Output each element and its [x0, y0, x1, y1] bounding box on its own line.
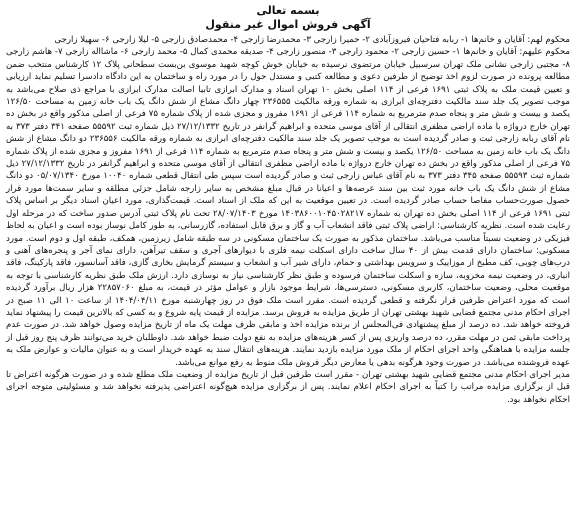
paragraph-defendants: محکوم علیهم: آقایان و خانم‌ها ۱- حسین زارجی ۲- محمود زارجی ۳- منصور زارجی ۴- صدیقه محمدی کمال ۵- محمد زارجی ۶- ماشااله زارجی ۷- هاشم زارجی ۸- مجتبی زارجی نشانی ملک تهران سرسبیل خیابان مرتضوی نرسیده به خیابان خوش کوچه شهید موسوی بن‌بست سطحانی پلاک ۱۲ کارشناس منتخب ضمن مطالعه پرونده در صورت لزوم اخذ توضیح از طرفین دعوی و مطالعه کتبی و مستدل حول را در مورد راه و ساختمان به این دادگاه دادسرا تسلیم نماید ارزیابی و تعیین قیمت ملک به پلاک ثبتی ۱۶۹۱ فرعی از ۱۱۴ اصلی بخش ۱۰ تهران اسناد و مدارک ابرازی تابیا اصالت مدارک ابرازی با مراجع ذی صلاح می‌باشد به موجب تصویر یک جلد سند مالکیت دفترچه‌ای ابرازی به شماره ورقه مالکیت ۲۳۶۵۵۵ چهار دانگ مشاع از شش دانگ یک باب خانه زمین به مساحت ۱۲۶/۵۰ یکصد و بیست و شش متر و پنجاه صدم مترمربع به شماره ۱۱۴ فرعی از ۱۶۹۱ مفروز و مجزی شده از پلاک شماره ۷۵ فرعی از اصلی مذکور واقع در بخش ده تهران خارج درواژه با ماده اراضی مظفری انتقالی از آقای موسی متحده و ابراهیم گرانفر در تاریخ ۲۷/۱۲/۱۳۳۲ ذیل شماره ثبت ۵۵۵۹۲ صفحه ۳۴۱ دفتر ۳۷۳ به نام آقای ربابه زارجی ثبت و صادر گردیده است به موجب تصویر یک جلد سند مالکیت دفترچه‌ای ابرازی به شماره ورقه مالکیت ۲۳۶۵۵۶ دو دانگ مشاع از شش دانگ یک باب خانه زمین به مساحت ۱۲۶/۵۰ یکصد و بیست و شش متر و پنجاه صدم مترمربع به شماره ۱۱۴ فرعی از ۱۶۹۱ مفروز و مجزی شده از پلاک شماره ۷۵ فرعی از اصلی مذکور واقع در بخش ده تهران خارج درواژه با ماده اراضی مظفری انتقالی از آقای موسی متحده و ابراهیم گرانفر در تاریخ ۲۷/۱۲/۱۳۳۲ ذیل شماره ثبت ۵۵۵۹۳ صفحه ۳۴۵ دفتر ۳۷۳ به نام آقای عباس زارجی ثبت و صادر گردیده است سپس طی انتقال قطعی شماره ۱۰۰۴۰ مورخ ۰۵/۰۷/۱۳۴۰ دو دانگ مشاع از شش دانگ یک باب خانه مورد ثبت بین سند عرصه‌ها و اعیانا در قبال مبلغ مشخص به سایر زارجه شامل جزئی مطلقه و سایر سمت‌ها مورد قرار حصول صورت‌حساب مفاصا حساب صادر گردیده است. در تعیین موقعیت به این که ملک از اسناد است. قیمت‌گذاری، مورد اعیان اسناد دیگر بر اساس پلاک ثبتی ۱۶۹۱ فرعی از ۱۱۴ اصلی بخش ده تهران به شماره ۱۴۰۳۸۶۰۰۱۰۴۵۰۲۸۲۱۷ مورخ ۲۸/۰۷/۱۴۰۳ تحت نام پلاک ثبتی آدرس صدور ساخت که در مرحله اول رعایت شده است. نظریه کارشناسی: اراضی پلاک ثبتی فاقد انشعاب آب و گاز و برق قابل استفاده، گازرسانی، به طور کامل نوساز بوده است و اعیان به لحاظ فیزیکی در وضعیت نسبتاً مناسب می‌باشد. ساختمان مذکور به صورت یک ساختمان مسکونی در سه طبقه شامل زیرزمین، همکف، طبقه اول و دوم است. مورد مسکونی: ساختمان دارای قدمت بیش از ۴۰ سال ساخت دارای اسکلت نیمه فلزی با دیوارهای آجری و سقف تیرآهن، دارای نمای آجر و پنجره‌های آهنی و درب‌های چوبی، کف مطبخ از موزاییک و سرویس بهداشتی و حمام، دارای شیر آب و انشعاب و سیستم گرمایش بخاری گازی، فاقد آسانسور، فاقد پارکینگ، فاقد انباری، در وضعیت نیمه مخروبه، سازه و اسکلت ساختمان فرسوده و طبق نظر کارشناسی نیاز به نوسازی دارد. ارزش ملک طبق نظریه کارشناسی با توجه به موقعیت محلی، وضعیت ساختمان، کاربری مسکونی، دسترسی‌ها، شرایط موجود بازار و عوامل مؤثر در قیمت، به مبلغ ۲۲۸۵۷۰۶۰ هزار ریال برآورد گردیده است که مورد اعتراض طرفین قرار نگرفته و قطعی گردیده است. مقرر است ملک فوق در روز چهارشنبه مورخ ۱۴۰۴/۰۴/۱۱ از ساعت ۱۰ الی ۱۱ صبح در اجرای احکام مدنی مجتمع قضایی شهید بهشتی تهران از طریق مزایده به فروش برسد. مزایده از قیمت پایه شروع و به کسی که بالاترین قیمت را پیشنهاد نماید فروخته خواهد شد. ده درصد از مبلغ پیشنهادی فی‌المجلس از برنده مزایده اخذ و مابقی ظرف مهلت یک ماه از تاریخ مزایده وصول خواهد شد. در صورت عدم پرداخت مابقی ثمن در مهلت مقرر، ده درصد واریزی پس از کسر هزینه‌های مزایده به نفع دولت ضبط خواهد شد. داوطلبان خرید می‌توانند ظرف پنج روز قبل از جلسه مزایده با هماهنگی واحد اجرای احکام از ملک مورد مزایده بازدید نمایند. هزینه‌های انتقال سند به عهده خریدار است و به عنوان مالیات و عوارض ملک به عهده فروشنده می‌باشد. در صورت وجود هرگونه بدهی یا معارض دیگر فروش ملک منوط به رفع موانع می‌باشد.: [6, 47, 571, 368]
paragraph-convicted: محکوم لهم: آقایان و خانم‌ها ۱- ربابه فتاحیان فیروزآبادی ۲- حمیرا زارجی ۳- محمدرضا زارجی ۴- محمدصادق زارجی ۵- لیلا زارجی ۶- سهیلا زارجی: [54, 35, 570, 45]
paragraph-footer: مدیر اجرای احکام مدنی مجتمع قضایی شهید بهشتی تهران - مقرر است طرفین قبل از تاریخ مزایده از وضعیت ملک مطلع شده و در صورت هرگونه اعتراض تا قبل از برگزاری مزایده مراتب را کتباً به اجرای احکام اعلام نمایند. پس از برگزاری مزایده هیچ‌گونه اعتراضی پذیرفته نخواهد شد و مسئولیتی متوجه اجرای احکام نخواهد بود.: [6, 369, 570, 405]
heading-top: بسمه تعالی: [256, 4, 320, 17]
document-title: آگهی فروش اموال غیر منقول: [205, 18, 371, 31]
